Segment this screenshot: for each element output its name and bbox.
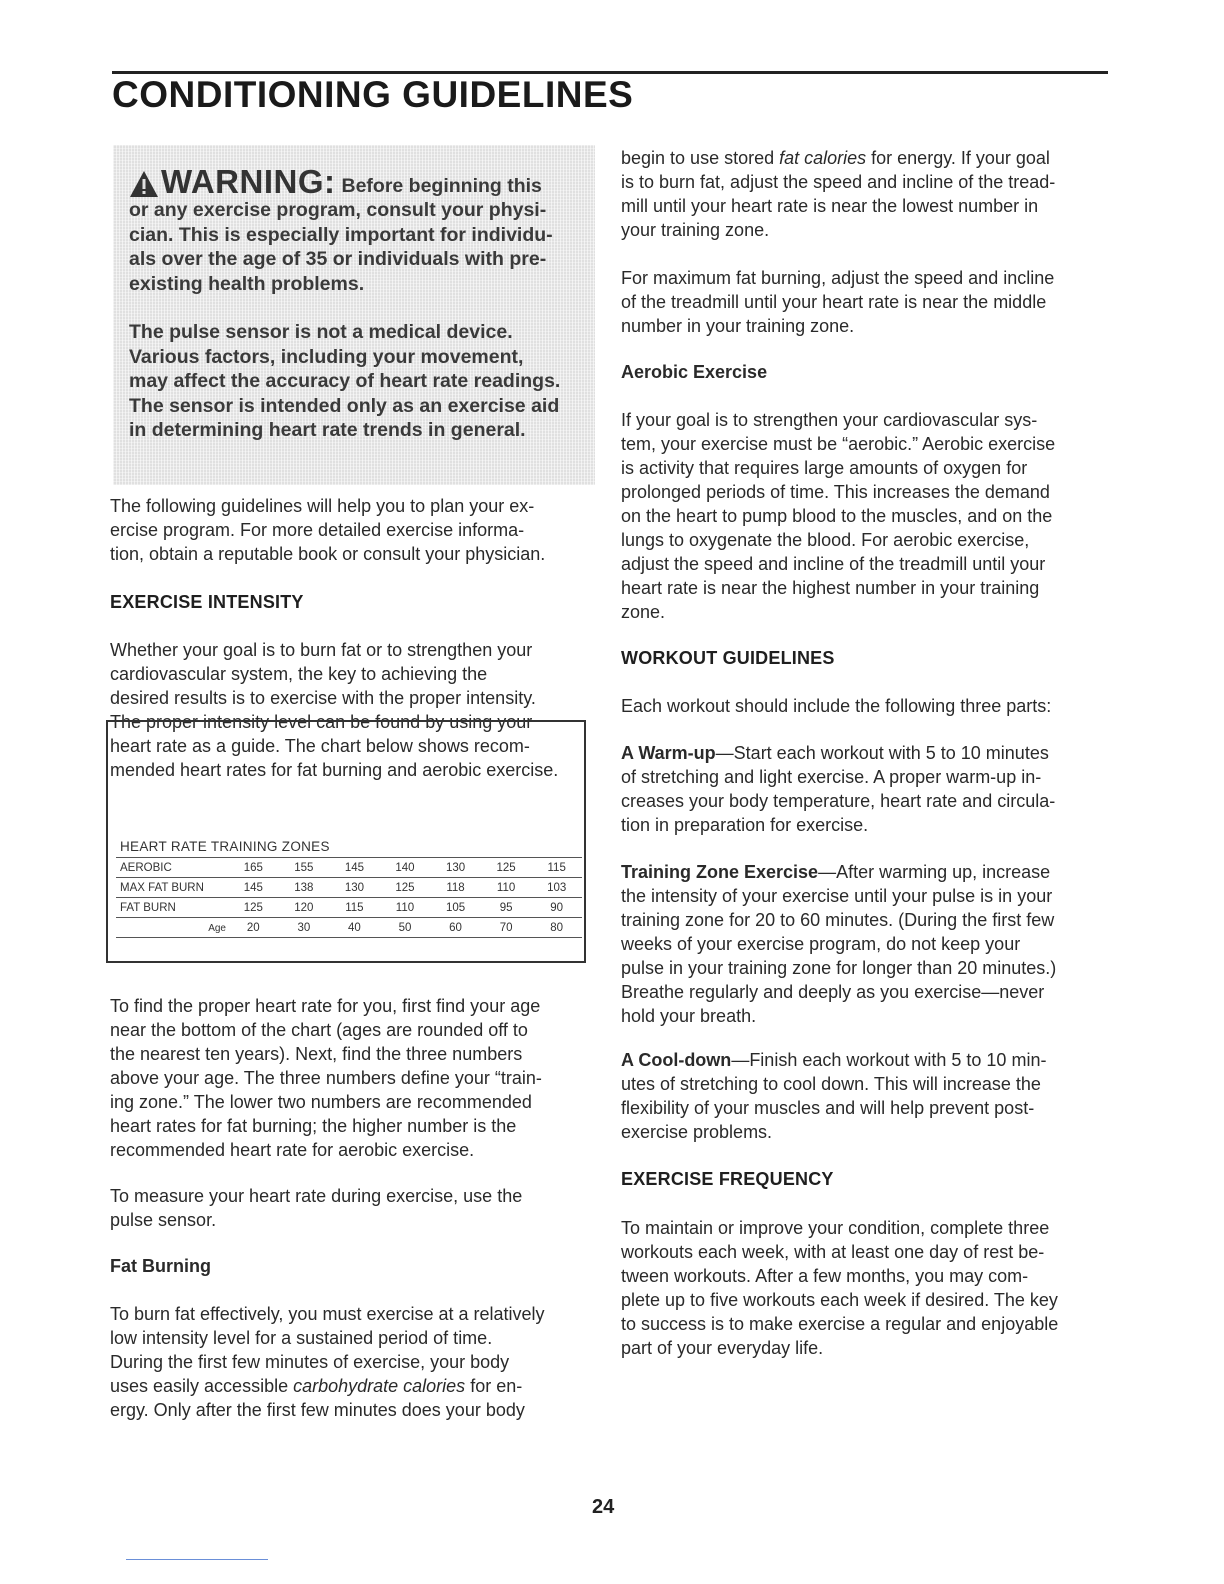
- table-cell: 118: [446, 882, 465, 894]
- text-line: tem, your exercise must be “aerobic.” Aerobic exercise: [621, 434, 1056, 454]
- text-line: During the first few minutes of exercise, your body: [110, 1352, 510, 1372]
- row-label: MAX FAT BURN: [120, 882, 204, 894]
- find-rate-paragraph: [110, 994, 596, 1162]
- table-cell: 125: [496, 862, 516, 874]
- warmup-lead: A Warm-up: [621, 743, 716, 763]
- text-line: the intensity of your exercise until your pulse is in your: [621, 886, 1053, 906]
- table-row-aerobic: [116, 858, 582, 878]
- table-cell: 165: [243, 862, 263, 874]
- text-line: plete up to five workouts each week if desired. The key: [621, 1290, 1058, 1310]
- text-line: low intensity level for a sustained period of time.: [110, 1328, 493, 1348]
- table-cell: 105: [445, 902, 466, 914]
- aerobic-paragraph: [621, 408, 1108, 624]
- text-line: part of your everyday life.: [621, 1338, 824, 1358]
- age-cell: 50: [398, 922, 412, 934]
- text-line: lungs to oxygenate the blood. For aerobic exercise,: [621, 530, 1030, 550]
- table-cell: 103: [547, 882, 567, 894]
- text-line: To measure your heart rate during exercise, use the: [110, 1186, 523, 1206]
- age-cell: 80: [550, 922, 564, 934]
- text-line: To find the proper heart rate for you, first find your age: [110, 996, 541, 1016]
- text-span: for en-: [465, 1376, 523, 1396]
- chart-title: HEART RATE TRAINING ZONES: [120, 839, 330, 854]
- text-line: near the bottom of the chart (ages are rounded off to: [110, 1020, 528, 1040]
- cooldown-lead: A Cool-down: [621, 1050, 732, 1070]
- table-cell: 110: [496, 882, 516, 894]
- table-cell: 138: [294, 882, 314, 894]
- warning-triangle-icon: [129, 170, 159, 198]
- text-line: ergy. Only after the first few minutes does your body: [110, 1400, 525, 1420]
- table-cell: 125: [243, 902, 263, 914]
- table-cell: 120: [294, 902, 314, 914]
- text-line: heart rate is near the highest number in your training: [621, 578, 1040, 598]
- fat-burning-paragraph: [110, 1302, 596, 1422]
- text-line: The proper intensity level can be found by using your: [110, 712, 533, 732]
- table-cell: 140: [395, 862, 415, 874]
- emphasis-text: fat calories: [779, 148, 867, 168]
- text-line: flexibility of your muscles and will help prevent post-: [621, 1098, 1035, 1118]
- warmup-paragraph: [621, 741, 1108, 837]
- table-cell: 130: [344, 882, 364, 894]
- text-span: —Finish each workout with 5 to 10 min-: [731, 1050, 1047, 1070]
- text-line: utes of stretching to cool down. This will increase the: [621, 1074, 1041, 1094]
- table-row-age: [116, 918, 582, 938]
- text-line: the nearest ten years). Next, find the three numbers: [110, 1044, 523, 1064]
- aerobic-exercise-heading: Aerobic Exercise: [621, 362, 768, 382]
- workout-intro: Each workout should include the following three parts:: [621, 696, 1052, 716]
- text-line: pulse sensor.: [110, 1210, 217, 1230]
- fat-burning-heading: Fat Burning: [110, 1256, 211, 1276]
- exercise-frequency-heading: EXERCISE FREQUENCY: [621, 1169, 834, 1189]
- warning-paragraph-2: [129, 320, 577, 443]
- table-cell: 115: [547, 862, 566, 874]
- age-cell: 30: [297, 922, 311, 934]
- text-line: creases your body temperature, heart rate and circula-: [621, 791, 1056, 811]
- text-span: uses easily accessible: [110, 1376, 294, 1396]
- page-number: 24: [592, 1496, 615, 1518]
- text-line: hold your breath.: [621, 1006, 757, 1026]
- frequency-paragraph: [621, 1216, 1108, 1360]
- warning-line: Various factors, including your movement,: [129, 345, 524, 368]
- text-line: tion in preparation for exercise.: [621, 815, 869, 835]
- training-zone-paragraph: [621, 860, 1108, 1028]
- warning-line: als over the age of 35 or individuals with pre-: [129, 248, 547, 270]
- warning-line: existing health problems.: [129, 272, 365, 295]
- text-line: to success is to make exercise a regular and enjoyable: [621, 1314, 1059, 1334]
- table-row-fat-burn: [116, 898, 582, 918]
- text-line: adjust the speed and incline of the treadmill until your: [621, 554, 1046, 574]
- age-cell: 70: [499, 922, 513, 934]
- text-line: pulse in your training zone for longer than 20 minutes.): [621, 958, 1057, 978]
- text-line: mended heart rates for fat burning and aerobic exercise.: [110, 760, 559, 780]
- text-line: desired results is to exercise with the proper intensity.: [110, 688, 536, 708]
- intro-paragraph: [110, 494, 596, 566]
- page-title: CONDITIONING GUIDELINES: [112, 74, 634, 115]
- text-line: is activity that requires large amounts of oxygen for: [621, 458, 1028, 478]
- text-line: number in your training zone.: [621, 316, 855, 336]
- table-cell: 130: [445, 862, 466, 874]
- text-line: ing zone.” The lower two numbers are recommended: [110, 1092, 532, 1112]
- text-line: prolonged periods of time. This increases the demand: [621, 482, 1050, 502]
- table-cell: 115: [345, 902, 364, 914]
- text-line: Breathe regularly and deeply as you exercise—never: [621, 982, 1045, 1002]
- cooldown-paragraph: [621, 1048, 1108, 1144]
- text-line: workouts each week, with at least one day of rest be-: [621, 1242, 1045, 1262]
- age-cell: 60: [449, 922, 462, 934]
- text-line: recommended heart rate for aerobic exercise.: [110, 1140, 475, 1160]
- text-span: —Start each workout with 5 to 10 minutes: [715, 743, 1049, 763]
- text-line: heart rate as a guide. The chart below shows recom-: [110, 736, 530, 756]
- text-line: of the treadmill until your heart rate is near the middle: [621, 292, 1047, 312]
- text-line: your training zone.: [621, 220, 770, 240]
- table-cell: 145: [344, 862, 364, 874]
- max-fat-paragraph: [621, 266, 1108, 338]
- heart-rate-table: [116, 857, 582, 938]
- text-span: for energy. If your goal: [866, 148, 1050, 168]
- row-label: AEROBIC: [120, 862, 172, 874]
- text-line: ercise program. For more detailed exercise informa-: [110, 520, 525, 540]
- age-cell: 20: [246, 922, 260, 934]
- emphasis-text: carbohydrate calories: [293, 1376, 466, 1396]
- text-line: If your goal is to strengthen your cardiovascular sys-: [621, 410, 1038, 430]
- table-cell: 125: [395, 882, 415, 894]
- warning-lead: Before beginning this: [341, 175, 542, 197]
- footer-link-line: [126, 1559, 268, 1560]
- warning-line: may affect the accuracy of heart rate readings.: [129, 370, 561, 392]
- workout-guidelines-heading: WORKOUT GUIDELINES: [621, 648, 835, 668]
- text-line: For maximum fat burning, adjust the speed and incline: [621, 268, 1055, 288]
- warning-line: The pulse sensor is not a medical device.: [129, 321, 513, 343]
- age-cell: 40: [348, 922, 361, 934]
- text-line: of stretching and light exercise. A proper warm-up in-: [621, 767, 1042, 787]
- text-line: mill until your heart rate is near the lowest number in: [621, 196, 1039, 216]
- text-line: exercise problems.: [621, 1122, 773, 1142]
- text-line: training zone for 20 to 60 minutes. (During the first few: [621, 910, 1055, 930]
- row-label: FAT BURN: [120, 902, 176, 914]
- warning-line: cian. This is especially important for individu-: [129, 223, 553, 246]
- warning-line: in determining heart rate trends in general.: [129, 419, 526, 441]
- table-cell: 95: [499, 902, 513, 914]
- text-line: cardiovascular system, the key to achieving the: [110, 664, 488, 684]
- text-line: Whether your goal is to burn fat or to strengthen your: [110, 640, 533, 660]
- warning-line: The sensor is intended only as an exercise aid: [129, 394, 560, 417]
- table-cell: 110: [395, 902, 415, 914]
- text-line: The following guidelines will help you to plan your ex-: [110, 496, 535, 516]
- text-line: weeks of your exercise program, do not keep your: [621, 934, 1021, 954]
- warning-line: or any exercise program, consult your physi-: [129, 199, 547, 221]
- table-cell: 90: [550, 902, 564, 914]
- warning-box: [113, 145, 595, 485]
- heart-rate-chart: [106, 720, 586, 963]
- text-span: begin to use stored: [621, 148, 780, 168]
- text-line: above your age. The three numbers define your “train-: [110, 1068, 542, 1088]
- text-line: tion, obtain a reputable book or consult your physician.: [110, 544, 546, 564]
- text-line: on the heart to pump blood to the muscles, and on the: [621, 506, 1053, 526]
- exercise-intensity-heading: EXERCISE INTENSITY: [110, 592, 304, 612]
- text-line: To maintain or improve your condition, complete three: [621, 1218, 1050, 1238]
- text-span: —After warming up, increase: [818, 862, 1051, 882]
- fat-burning-continued-paragraph: [621, 146, 1108, 242]
- text-line: tween workouts. After a few months, you may com-: [621, 1266, 1029, 1286]
- text-line: To burn fat effectively, you must exercise at a relatively: [110, 1304, 545, 1324]
- text-line: zone.: [621, 602, 666, 622]
- text-line: is to burn fat, adjust the speed and incline of the tread-: [621, 172, 1056, 192]
- measure-paragraph: [110, 1184, 596, 1232]
- training-zone-lead: Training Zone Exercise: [621, 862, 819, 882]
- warning-word: WARNING:: [161, 163, 336, 200]
- table-cell: 145: [243, 882, 263, 894]
- text-line: heart rates for fat burning; the higher number is the: [110, 1116, 517, 1136]
- table-row-max-fat-burn: [116, 878, 582, 898]
- warning-heading: [129, 165, 577, 198]
- table-cell: 155: [294, 862, 314, 874]
- age-label: Age: [208, 922, 226, 934]
- warning-paragraph-1: [129, 198, 577, 296]
